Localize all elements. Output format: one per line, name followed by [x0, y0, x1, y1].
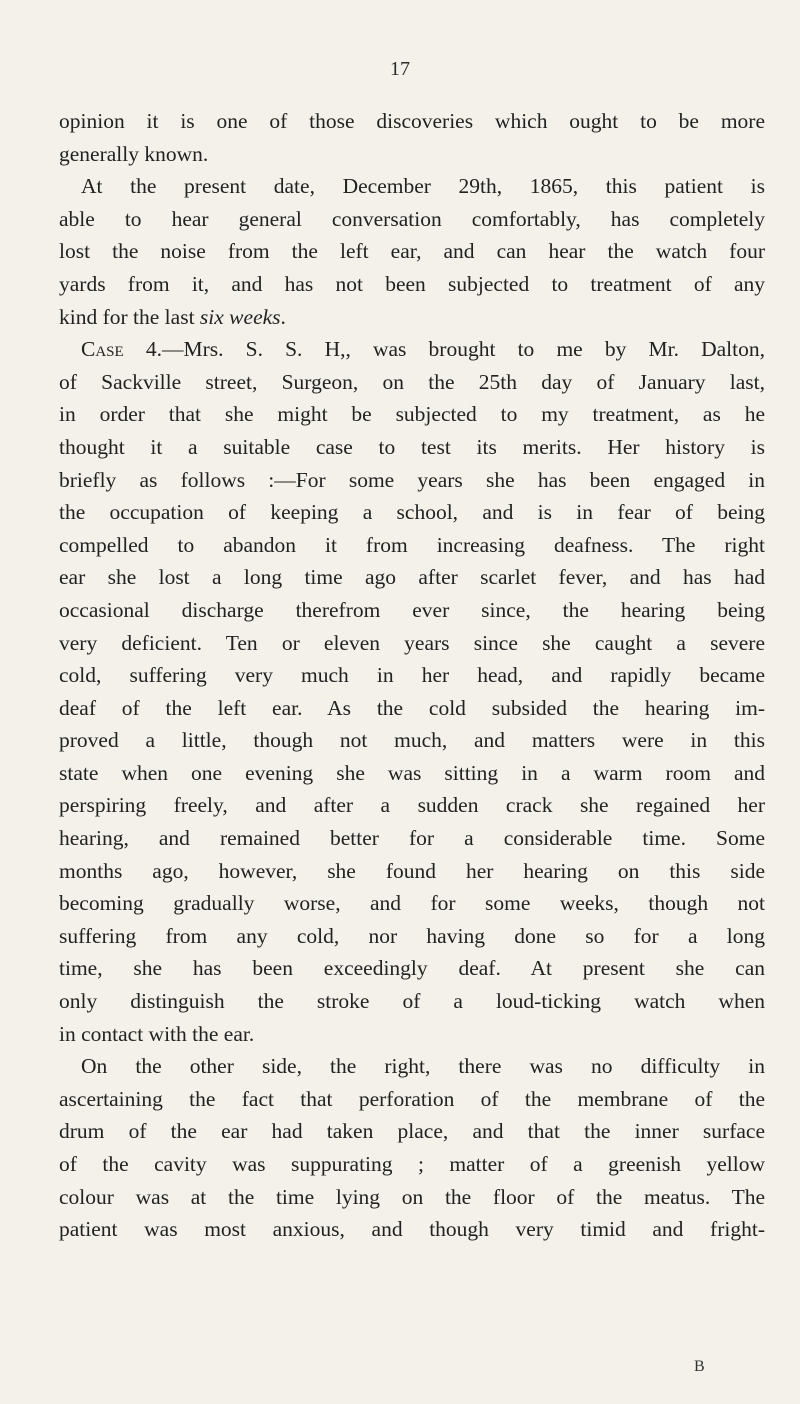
text-line: proved a little, though not much, and matters were in this [59, 728, 765, 753]
text-line: compelled to abandon it from increasing deafness. The right [59, 532, 765, 557]
text-line: lost the noise from the left ear, and can hear the watch four [59, 239, 765, 264]
text-line: patient was most anxious, and though very timid and fright- [59, 1217, 765, 1242]
text-line: months ago, however, she found her hearing on this side [59, 858, 765, 883]
text-line: hearing, and remained better for a considerable time. Some [59, 826, 765, 851]
text-line: cold, suffering very much in her head, and rapidly became [59, 663, 765, 688]
text-line: thought it a suitable case to test its merits. Her history is [59, 434, 765, 459]
text-line: occasional discharge therefrom ever since, the hearing being [59, 597, 765, 622]
text-line: becoming gradually worse, and for some weeks, though not [59, 891, 765, 916]
text-line: ascertaining the fact that perforation of the membrane of the [59, 1086, 765, 1111]
body-text [59, 105, 765, 1246]
text-line: of Sackville street, Surgeon, on the 25th day of January last, [59, 369, 765, 394]
text-line: able to hear general conversation comfortably, has completely [59, 206, 765, 231]
text-line: drum of the ear had taken place, and that the inner surface [59, 1119, 765, 1144]
text-line: generally known. [59, 141, 209, 166]
text-line: opinion it is one of those discoveries which ought to be more [59, 109, 765, 133]
text-line: state when one evening she was sitting in a warm room and [59, 760, 765, 785]
text-line: only distinguish the stroke of a loud-ticking watch when [59, 989, 765, 1014]
text-line: briefly as follows :—For some years she has been engaged in [59, 467, 765, 492]
text-line: suffering from any cold, nor having done so for a long [59, 923, 765, 948]
text-line: On the other side, the right, there was no difficulty in [81, 1054, 765, 1079]
text-line: deaf of the left ear. As the cold subsided the hearing im- [59, 695, 765, 720]
signature-mark: B [694, 1358, 705, 1375]
case-heading: Case [81, 337, 124, 362]
text-line: time, she has been exceedingly deaf. At present she can [59, 956, 765, 981]
text-line: the occupation of keeping a school, and is in fear of being [59, 500, 765, 525]
text-line: colour was at the time lying on the floor of the meatus. The [59, 1184, 765, 1209]
italic-phrase: six weeks [199, 304, 281, 329]
text-line: in order that she might be subjected to my treatment, as he [59, 402, 765, 427]
text-line: kind for the last six weeks. [59, 304, 286, 329]
text-line: Case 4.—Mrs. S. S. H,, was brought to me by Mr. Dalton, [81, 337, 765, 362]
page-number: 17 [390, 58, 410, 80]
text-line: ear she lost a long time ago after scarlet fever, and has had [59, 565, 765, 590]
text-line: At the present date, December 29th, 1865, this patient is [81, 174, 765, 199]
text-line: yards from it, and has not been subjected to treatment of any [59, 271, 765, 296]
text-line: perspiring freely, and after a sudden crack she regained her [59, 793, 765, 818]
text-line: of the cavity was suppurating ; matter of a greenish yellow [59, 1152, 765, 1176]
text-line: in contact with the ear. [59, 1021, 255, 1046]
text-line: very deficient. Ten or eleven years since she caught a severe [59, 630, 765, 655]
